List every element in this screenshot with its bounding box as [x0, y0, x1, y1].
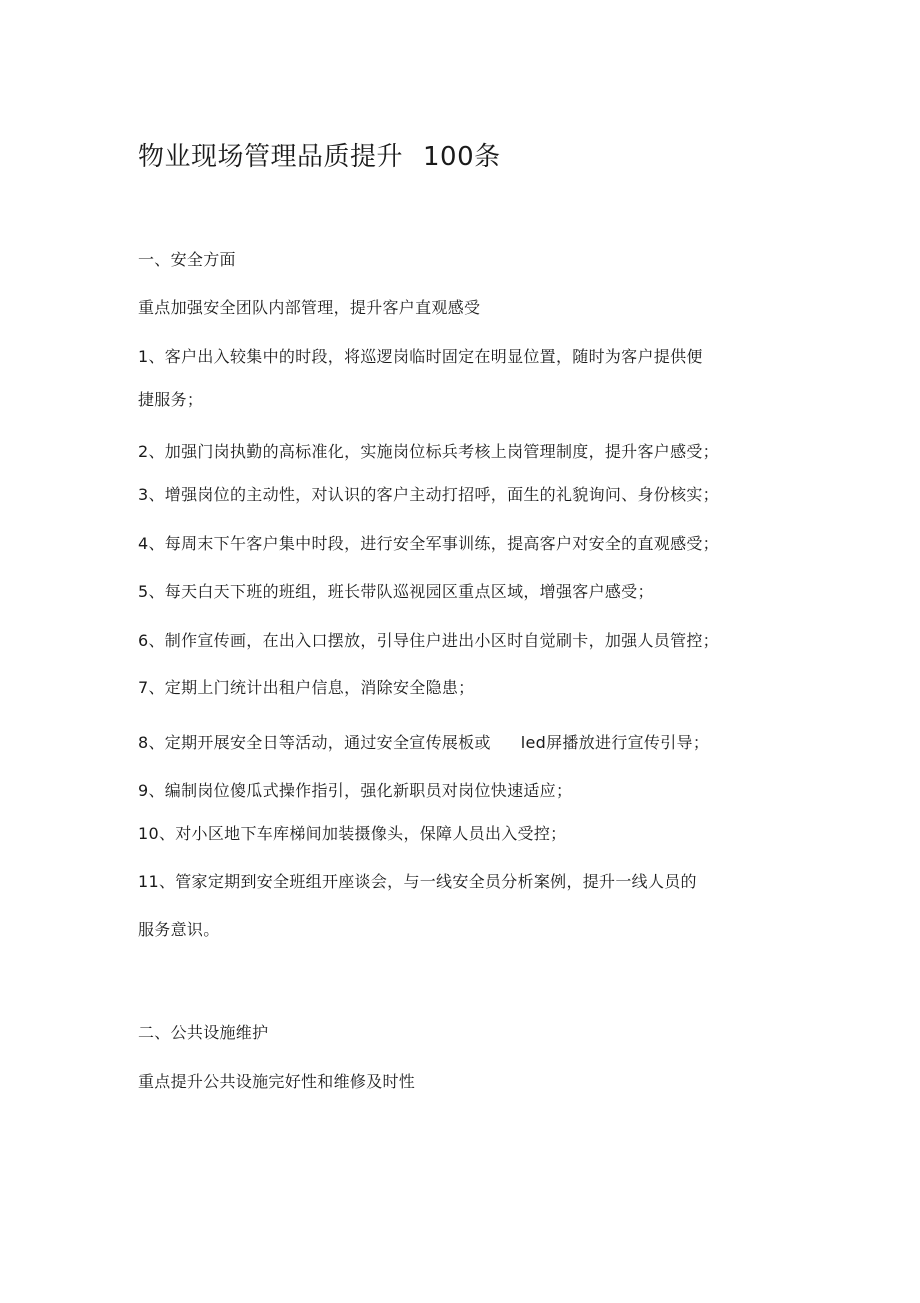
item11-line2: 服务意识。	[138, 920, 220, 939]
item8-part-a: 8、定期开展安全日等活动，通过安全宣传展板或	[138, 733, 491, 752]
item4: 4、每周末下午客户集中时段，进行安全军事训练，提高客户对安全的直观感受；	[138, 534, 719, 553]
item10: 10、对小区地下车库梯间加装摄像头，保障人员出入受控；	[138, 824, 567, 843]
title-main: 物业现场管理品质提升	[138, 142, 404, 172]
section2-subheading: 重点提升公共设施完好性和维修及时性	[138, 1072, 416, 1091]
title-number: 100条	[423, 142, 501, 172]
item9: 9、编制岗位傻瓜式操作指引，强化新职员对岗位快速适应；	[138, 781, 573, 800]
item2: 2、加强门岗执勤的高标准化，实施岗位标兵考核上岗管理制度，提升客户感受；	[138, 442, 719, 461]
item1-line1: 1、客户出入较集中的时段，将巡逻岗临时固定在明显位置，随时为客户提供便	[138, 347, 703, 366]
section2-heading: 二、公共设施维护	[138, 1023, 269, 1042]
item8	[138, 732, 709, 754]
item7: 7、定期上门统计出租户信息，消除安全隐患；	[138, 678, 475, 697]
section1-heading: 一、安全方面	[138, 250, 236, 269]
item6: 6、制作宣传画，在出入口摆放，引导住户进出小区时自觉刷卡，加强人员管控；	[138, 631, 719, 650]
item11-line1: 11、管家定期到安全班组开座谈会，与一线安全员分析案例，提升一线人员的	[138, 872, 697, 891]
item8-part-b: led屏播放进行宣传引导；	[520, 733, 710, 752]
item5: 5、每天白天下班的班组，班长带队巡视园区重点区域，增强客户感受；	[138, 582, 654, 601]
document-title	[138, 141, 501, 173]
item3: 3、增强岗位的主动性，对认识的客户主动打招呼，面生的礼貌询问、身份核实；	[138, 485, 719, 504]
item1-line2: 捷服务；	[138, 390, 204, 409]
section1-subheading: 重点加强安全团队内部管理，提升客户直观感受	[138, 298, 481, 317]
